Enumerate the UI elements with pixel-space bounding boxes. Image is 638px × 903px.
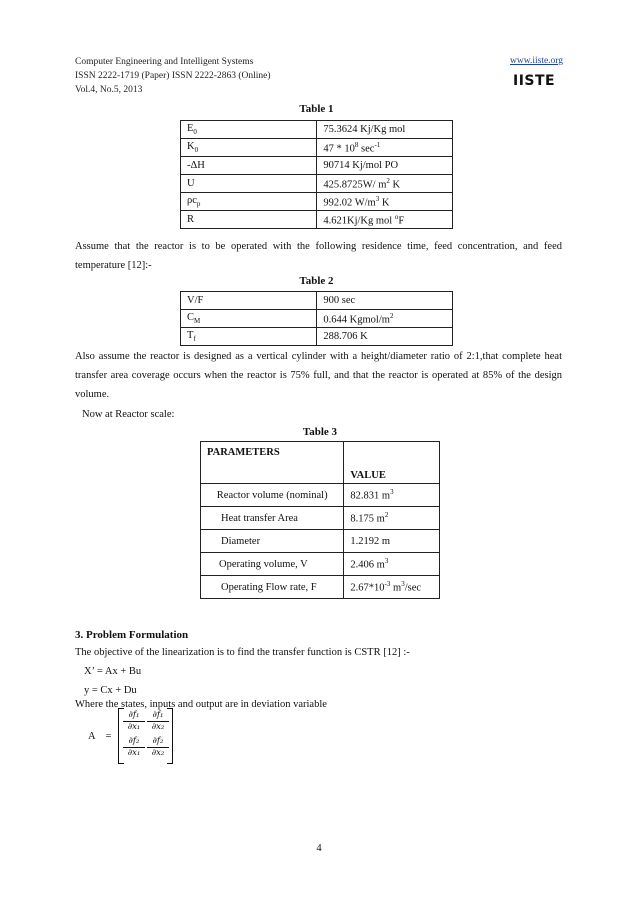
issn-line: ISSN 2222-1719 (Paper) ISSN 2222-2863 (Online) — [75, 71, 271, 81]
table1 — [180, 120, 453, 229]
table-cell: $T_f$ — [181, 328, 317, 346]
matrix-entry-12: $\frac{\text{∂f₁}}{\text{∂x₂}}$ — [147, 710, 169, 733]
table-cell: Diameter — [201, 530, 344, 553]
table2 — [180, 291, 453, 346]
table-row — [181, 211, 453, 229]
table-row — [181, 292, 453, 310]
matrix-lhs: A = — [88, 731, 112, 742]
table-row — [181, 328, 453, 346]
table-cell: $E_0$ — [181, 121, 317, 139]
table-cell: Reactor volume (nominal) — [201, 484, 344, 507]
table-row — [201, 576, 440, 599]
deviation-note: Where the states, inputs and output are in deviation variable — [75, 699, 327, 710]
table-cell: $K_0$ — [181, 139, 317, 157]
table-cell: Operating Flow rate, F — [201, 576, 344, 599]
table-row — [201, 484, 440, 507]
section-intro: The objective of the linearization is to find the transfer function is CSTR [12] :- — [75, 647, 410, 658]
paragraph-reactor-scale: Now at Reactor scale: — [82, 409, 175, 420]
matrix-entry-21: $\frac{\text{∂f₂}}{\text{∂x₁}}$ — [123, 736, 145, 759]
table-row — [181, 139, 453, 157]
table-cell: 1.2192 m — [344, 530, 440, 553]
iiste-logo: IISTE — [513, 73, 556, 89]
table-row — [181, 121, 453, 139]
table-cell: 82.831 $m^3$ — [344, 484, 440, 507]
table-cell: 90714 Kj/mol PO — [317, 157, 453, 175]
table-cell: 425.8725W/ $m^2$ K — [317, 175, 453, 193]
table-cell: 0.644 Kgmol/$m^2$ — [317, 310, 453, 328]
state-equation: X’ = Ax + Bu — [84, 666, 142, 677]
table-cell: U — [181, 175, 317, 193]
table-header-row — [201, 442, 440, 484]
table-cell: $C_M$ — [181, 310, 317, 328]
table-cell: 900 sec — [317, 292, 453, 310]
table-row — [181, 175, 453, 193]
table-cell: 75.3624 Kj/Kg mol — [317, 121, 453, 139]
table-cell: 992.02 $W/m^3$ K — [317, 193, 453, 211]
table-row — [201, 553, 440, 576]
table-row — [181, 157, 453, 175]
table-cell: 8.175 $m^2$ — [344, 507, 440, 530]
journal-title: Computer Engineering and Intelligent Systems — [75, 57, 254, 67]
table-row — [181, 310, 453, 328]
section-heading: 3. Problem Formulation — [75, 629, 189, 641]
table-row — [201, 507, 440, 530]
table-cell: $47 * 10^8$ $\sec^{-1}$ — [317, 139, 453, 157]
table-cell: 2.406 $m^3$ — [344, 553, 440, 576]
paragraph-residence-time: Assume that the reactor is to be operated with the following residence time, feed concentration, and feed temperature [12]:- — [75, 241, 562, 272]
jacobian-matrix — [118, 708, 173, 762]
column-header-parameters: PARAMETERS — [201, 442, 344, 484]
table1-caption: Table 1 — [299, 103, 334, 115]
matrix-entry-22: $\frac{\text{∂f₂}}{\text{∂x₂}}$ — [147, 736, 169, 759]
table-cell: $\rho c_p$ — [181, 193, 317, 211]
table-cell: -ΔH — [181, 157, 317, 175]
matrix-entry-11: $\frac{\text{∂f₁}}{\text{∂x₁}}$ — [123, 710, 145, 733]
table3 — [200, 441, 440, 599]
table2-caption: Table 2 — [299, 275, 334, 287]
table-cell: 288.706 K — [317, 328, 453, 346]
table3-caption: Table 3 — [302, 426, 338, 438]
table-cell: $2.67*10^{-3}$ $m^3/\sec$ — [344, 576, 440, 599]
table-cell: 4.621Kj/Kg mol $^o$F — [317, 211, 453, 229]
table-cell: V/F — [181, 292, 317, 310]
table-cell: Heat transfer Area — [201, 507, 344, 530]
volume-line: Vol.4, No.5, 2013 — [75, 85, 143, 95]
website-link[interactable]: www.iiste.org — [510, 56, 564, 66]
table-cell: R — [181, 211, 317, 229]
column-header-value: VALUE — [344, 442, 440, 484]
table-row — [201, 530, 440, 553]
output-equation: y = Cx + Du — [84, 685, 137, 696]
page-number: 4 — [316, 843, 322, 854]
paragraph-reactor-design: Also assume the reactor is designed as a vertical cylinder with a height/diameter ratio of 2:1,that complete heat transfer area coverage occurs when the reactor is 75% full, and that the reactor is operated at 85% of the design volume. — [75, 351, 562, 401]
table-cell: Operating volume, V — [201, 553, 344, 576]
table-row — [181, 193, 453, 211]
